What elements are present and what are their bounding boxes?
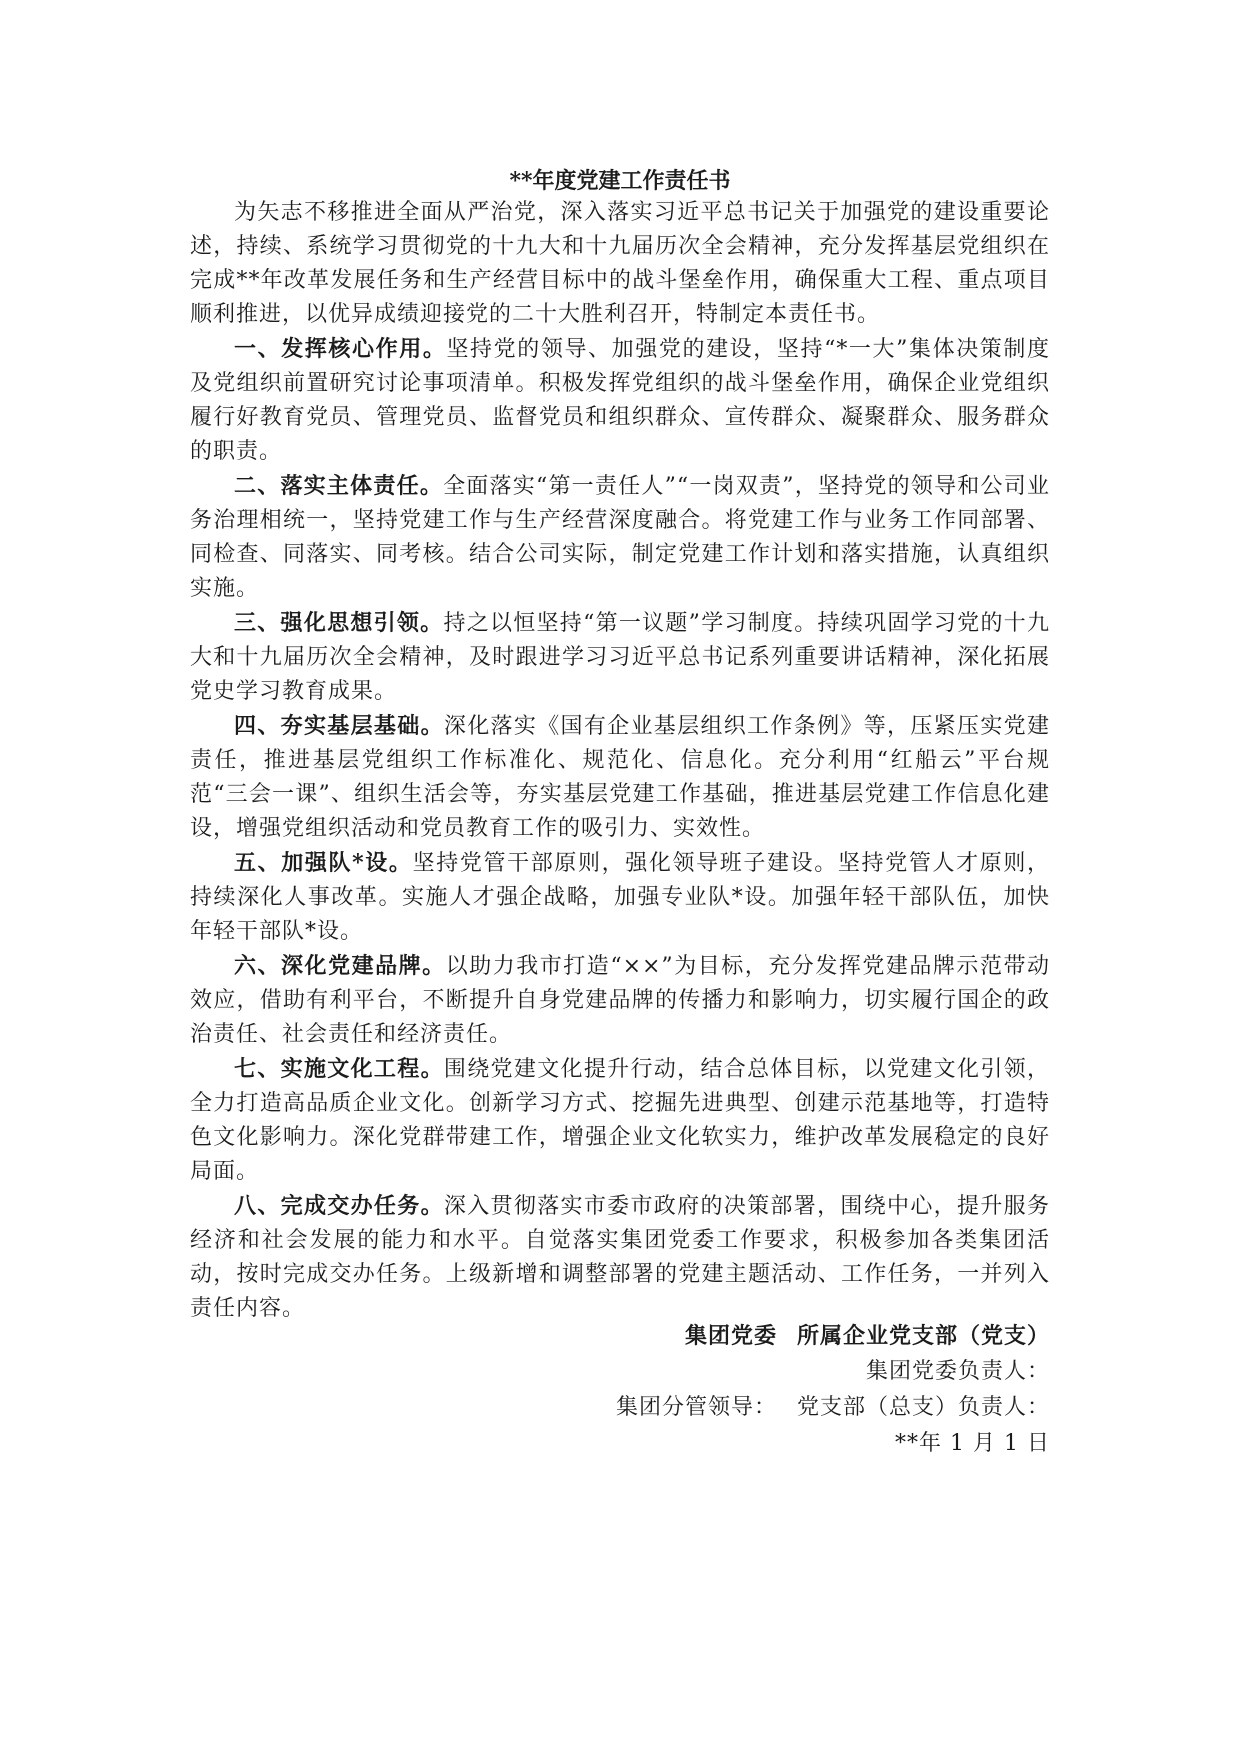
section-text: 深入贯彻落实市委市政府的决策部署，围绕中心，提升服务经济和社会发展的能力和水平。自觉落实集团党委工作要求，积极参加各类集团活动，按时完成交办任务。上级新增和调整部署的党建主题活动、工作任务，一并列入责任内容。 — [190, 1194, 1050, 1321]
section-paragraph-7 — [190, 1052, 1050, 1189]
leaders-line — [190, 1390, 1050, 1426]
section-paragraph-1 — [190, 332, 1050, 469]
section-text: 围绕党建文化提升行动，结合总体目标，以党建文化引领，全力打造高品质企业文化。创新学习方式、挖掘先进典型、创建示范基地等，打造特色文化影响力。深化党群带建工作，增强企业文化软实力，维护改革发展稳定的良好局面。 — [190, 1057, 1050, 1184]
section-heading: 八、完成交办任务。 — [234, 1193, 444, 1219]
section-text: 坚持党的领导、加强党的建设，坚持“*一大”集体决策制度及党组织前置研究讨论事项清单。积极发挥党组织的战斗堡垒作用，确保企业党组织履行好教育党员、管理党员、监督党员和组织群众、宣传群众、凝聚群众、服务群众的职责。 — [190, 337, 1050, 464]
group-leader-label: 集团分管领导： — [615, 1395, 777, 1420]
section-text: 以助力我市打造“××”为目标，充分发挥党建品牌示范带动效应，借助有利平台，不断提升自身党建品牌的传播力和影响力，切实履行国企的政治责任、社会责任和经济责任。 — [190, 954, 1050, 1047]
branch-leader-label: 党支部（总支）负责人： — [796, 1395, 1050, 1420]
section-text: 坚持党管干部原则，强化领导班子建设。坚持党管人才原则，持续深化人事改革。实施人才强企战略，加强专业队*设。加强年轻干部队伍，加快年轻干部队*设。 — [190, 851, 1050, 944]
section-paragraph-3 — [190, 606, 1050, 709]
section-paragraph-4 — [190, 709, 1050, 846]
signature-block — [190, 1318, 1050, 1462]
document-body — [190, 196, 1050, 1326]
party-a-leader-line: 集团党委负责人： — [865, 1359, 1050, 1384]
document-title: **年度党建工作责任书 — [509, 168, 731, 194]
section-heading: 五、加强队*设。 — [234, 850, 413, 876]
section-paragraph-6 — [190, 949, 1050, 1052]
signing-date: **年 1 月 1 日 — [895, 1431, 1050, 1456]
section-paragraph-2 — [190, 469, 1050, 606]
section-heading: 三、强化思想引领。 — [234, 610, 444, 636]
section-heading: 一、发挥核心作用。 — [234, 336, 447, 362]
section-text: 全面落实“第一责任人”“一岗双责”，坚持党的领导和公司业务治理相统一，坚持党建工作与生产经营深度融合。将党建工作与业务工作同部署、同检查、同落实、同考核。结合公司实际，制定党建工作计划和落实措施，认真组织实施。 — [190, 474, 1050, 601]
section-paragraph-8 — [190, 1189, 1050, 1326]
section-text: 深化落实《国有企业基层组织工作条例》等，压紧压实党建责任，推进基层党组织工作标准化、规范化、信息化。充分利用“红船云”平台规范“三会一课”、组织生活会等，夯实基层党建工作基础，推进基层党建工作信息化建设，增强党组织活动和党员教育工作的吸引力、实效性。 — [190, 714, 1050, 841]
section-heading: 四、夯实基层基础。 — [234, 713, 444, 739]
intro-paragraph: 为矢志不移推进全面从严治党，深入落实习近平总书记关于加强党的建设重要论述，持续、系统学习贯彻党的十九大和十九届历次全会精神，充分发挥基层党组织在完成**年改革发展任务和生产经营目标中的战斗堡垒作用，确保重大工程、重点项目顺利推进，以优异成绩迎接党的二十大胜利召开，特制定本责任书。 — [190, 200, 1050, 327]
party-b-name: 所属企业党支部（党支） — [796, 1323, 1050, 1349]
section-text: 持之以恒坚持“第一议题”学习制度。持续巩固学习党的十九大和十九届历次全会精神，及时跟进学习习近平总书记系列重要讲话精神，深化拓展党史学习教育成果。 — [190, 611, 1050, 704]
section-paragraph-5 — [190, 846, 1050, 949]
signing-parties — [190, 1318, 1050, 1354]
section-heading: 二、落实主体责任。 — [234, 473, 444, 499]
section-heading: 七、实施文化工程。 — [234, 1056, 444, 1082]
section-heading: 六、深化党建品牌。 — [234, 953, 446, 979]
party-a-name: 集团党委 — [684, 1323, 777, 1349]
